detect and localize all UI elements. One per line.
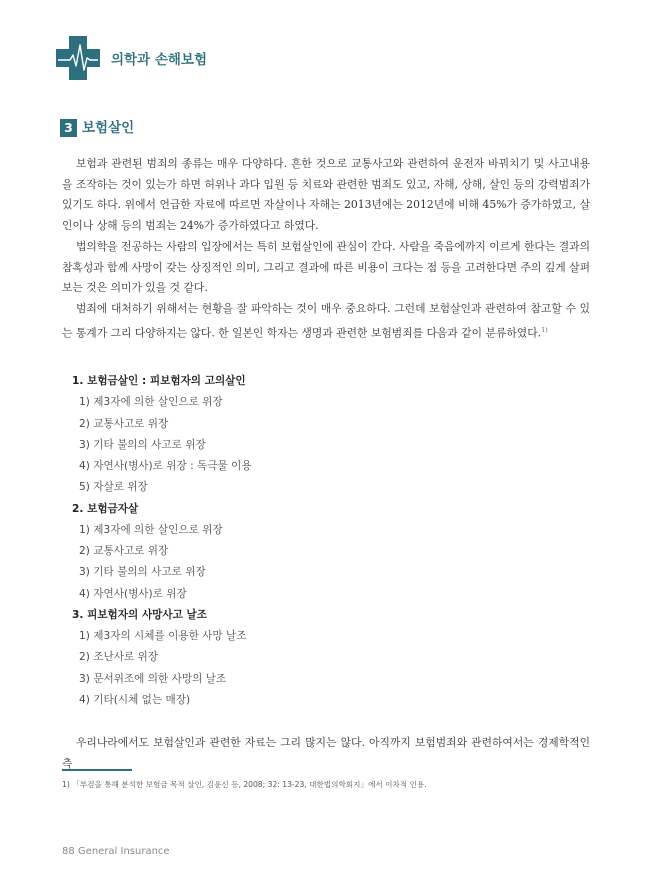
list-item: 3) 문서위조에 의한 사망의 날조: [79, 672, 227, 685]
list-item: 3) 기타 불의의 사고로 위장: [79, 438, 206, 451]
list-heading-1: 1. 보험금살인 : 피보험자의 고의살인: [72, 375, 246, 387]
list-item: 4) 자연사(병사)로 위장: [79, 587, 187, 600]
list-item: 3) 기타 불의의 사고로 위장: [79, 566, 206, 579]
closing-paragraph: 우리나라에서도 보험살인과 관련한 자료는 그리 많지는 않다. 아직까지 보험범죄와 관련하여서는 경제학적인 측: [62, 736, 590, 770]
page-footer: [62, 846, 170, 857]
page-number: 88: [62, 846, 75, 857]
body-paragraph-2: 법의학을 전공하는 사람의 입장에서는 특히 보험살인에 관심이 간다. 사람을 죽음에까지 이르게 한다는 결과의 참혹성과 함께 사망이 갖는 상징적인 의미, 그리고 결과에 따른 비용이 크다는 점 등을 고려한다면 주의 깊게 살펴보는 것은 의미가 있을 것 같다.: [62, 240, 590, 295]
list-item: 1) 제3자에 의한 살인으로 위장: [79, 523, 223, 536]
list-item: 5) 자살로 위장: [79, 481, 148, 494]
footnote: 1) 「부검을 통해 분석한 보험금 목적 살인, 김윤신 등, 2008; 32: 13-23, 대한법의학회지」에서 이차적 인용.: [62, 780, 427, 789]
classification-list: [72, 371, 592, 711]
list-heading-3: 3. 피보험자의 사망사고 날조: [72, 608, 208, 621]
body-paragraph-3-text: 범죄에 대처하기 위해서는 현황을 잘 파악하는 것이 매우 중요하다. 그런데 보험살인과 관련하여 참고할 수 있는 통계가 그리 다양하지는 않다. 한 일본인 학자는 생명과 관련한 보험범죄를 다음과 같이 분류하였다.: [62, 302, 590, 340]
list-heading-2: 2. 보험금자살: [72, 502, 139, 515]
list-item: 2) 조난사로 위장: [79, 651, 159, 664]
list-item: 2) 교통사고로 위장: [79, 545, 169, 557]
list-item: 1) 제3자의 시체를 이용한 사망 날조: [79, 630, 247, 642]
body-paragraph-1: 보험과 관련된 범죄의 종류는 매우 다양하다. 흔한 것으로 교통사고와 관련하여 운전자 바꿔치기 및 사고내용을 조작하는 것이 있는가 하면 허위나 과다 입원 등 치료와 관련한 범죄도 있고, 자해, 상해, 살인 등의 강력범죄가 있기도 하다. 위에서 언급한 자료에 따르면 자살이나 자해는 2013년에는 2012년에 비해 45%가 증가하였고, 살인이나 상해 등의 범죄는 24%가 증가하였다고 하였다.: [62, 157, 590, 232]
chapter-title: 의학과 손해보험: [111, 52, 207, 68]
publication-name: General Insurance: [77, 846, 170, 857]
list-item: 4) 자연사(병사)로 위장 : 독극물 이용: [79, 460, 252, 472]
list-item: 2) 교통사고로 위장: [79, 417, 169, 430]
section-title: 보험살인: [82, 120, 135, 136]
footnote-reference: 1): [541, 325, 548, 334]
section-number-badge: 3: [60, 119, 77, 137]
list-item: 4) 기타(시체 없는 매장): [79, 693, 191, 706]
medical-cross-icon: [56, 36, 100, 80]
list-item: 1) 제3자에 의한 살인으로 위장: [79, 396, 223, 409]
body-paragraph-3: [62, 299, 590, 344]
footnote-divider: [62, 769, 132, 771]
